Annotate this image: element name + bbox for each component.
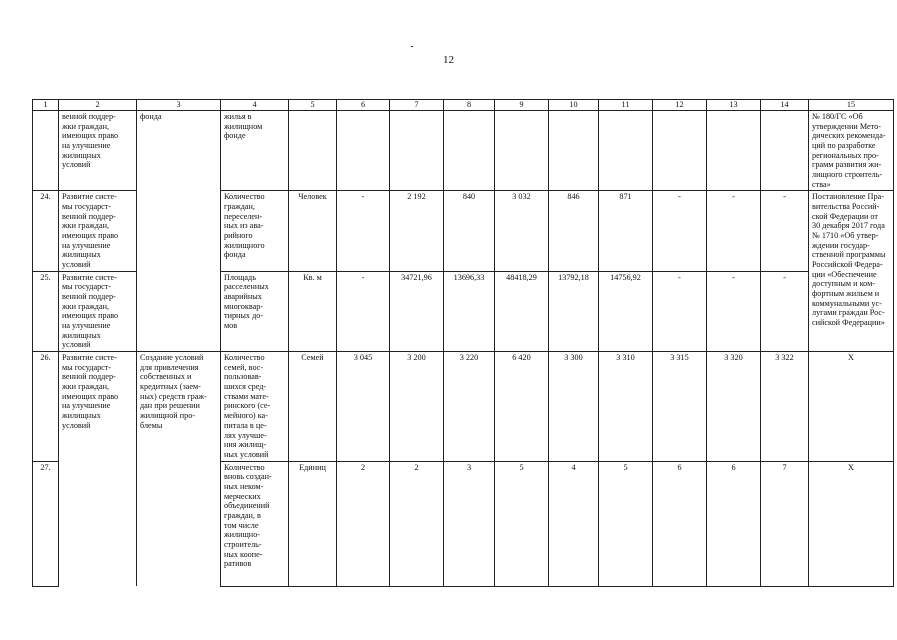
- value-cell: 3 200: [390, 352, 444, 461]
- basis-cell-merged: Постановление Пра- вительства Россий- ской Федерации от 30 декабря 2017 года № 1710 «Об утвер- ждении государ- ственной программы Российской Федера- ции «Обеспечение доступным и ком- фортным жильем и коммунальными ус- лугами граждан Рос- сийской Федерации»: [809, 191, 894, 352]
- unit-cell: Кв. м: [289, 271, 337, 351]
- row-number-cell: 24.: [33, 191, 59, 271]
- value-cell: 3 315: [653, 352, 707, 461]
- value-cell: [707, 111, 761, 191]
- scan-speck: [411, 46, 413, 47]
- value-cell: 6 420: [495, 352, 549, 461]
- value-cell: 840: [444, 191, 495, 271]
- task-cell: венной поддер- жки граждан, имеющих право на улучшение жилищных условий: [59, 111, 137, 191]
- task-cell: Развитие систе- мы государст- венной поддер- жки граждан, имеющих право на улучшение жилищных условий: [59, 271, 137, 351]
- value-cell: [337, 111, 390, 191]
- header-cell: 12: [653, 100, 707, 111]
- value-cell: 5: [495, 461, 549, 586]
- value-cell: [761, 111, 809, 191]
- measure-cell: Создание условий для привлечения собственных и кредитных (заем- ных) средств граж- дан при решении жилищной про- блемы: [137, 352, 221, 586]
- value-cell: 846: [549, 191, 599, 271]
- value-cell: -: [337, 271, 390, 351]
- value-cell: 6: [653, 461, 707, 586]
- indicator-cell: Количество вновь создан- ных неком- мерческих объединений граждан, в том числе жилищно- строитель- ных коопе- ративов: [221, 461, 289, 586]
- value-cell: 3 045: [337, 352, 390, 461]
- value-cell: 13792,18: [549, 271, 599, 351]
- header-cell: 9: [495, 100, 549, 111]
- row-number-cell: 27.: [33, 461, 59, 586]
- unit-cell: Семей: [289, 352, 337, 461]
- value-cell: 14756,92: [599, 271, 653, 351]
- value-cell: 7: [761, 461, 809, 586]
- indicator-cell: Площадь расселенных аварийных многоквар- тирных до- мов: [221, 271, 289, 351]
- value-cell: 5: [599, 461, 653, 586]
- header-cell: 4: [221, 100, 289, 111]
- task-cell: Развитие систе- мы государст- венной поддер- жки граждан, имеющих право на улучшение жилищных условий: [59, 352, 137, 586]
- table-row: [33, 352, 894, 461]
- basis-cell: Х: [809, 352, 894, 461]
- value-cell: 13696,33: [444, 271, 495, 351]
- value-cell: 6: [707, 461, 761, 586]
- value-cell: 2 192: [390, 191, 444, 271]
- indicators-table: [32, 99, 894, 587]
- basis-cell: № 180/ГС «Об утверждении Мето- дических рекоменда- ций по разработке региональных про- грамм развития жи- лищного строитель- ства»: [809, 111, 894, 191]
- header-cell: 5: [289, 100, 337, 111]
- value-cell: [444, 111, 495, 191]
- indicator-cell: Количество граждан, переселен- ных из ава- рийного жилищного фонда: [221, 191, 289, 271]
- basis-cell: Х: [809, 461, 894, 586]
- value-cell: -: [653, 271, 707, 351]
- header-row: [33, 100, 894, 111]
- header-cell: 13: [707, 100, 761, 111]
- page-number: 12: [443, 54, 454, 66]
- header-cell: 8: [444, 100, 495, 111]
- value-cell: 3 322: [761, 352, 809, 461]
- value-cell: 2: [390, 461, 444, 586]
- unit-cell: [289, 111, 337, 191]
- value-cell: -: [337, 191, 390, 271]
- value-cell: [599, 111, 653, 191]
- value-cell: 3 220: [444, 352, 495, 461]
- header-cell: 7: [390, 100, 444, 111]
- value-cell: 3: [444, 461, 495, 586]
- value-cell: 3 310: [599, 352, 653, 461]
- value-cell: -: [653, 191, 707, 271]
- value-cell: -: [707, 191, 761, 271]
- header-cell: 2: [59, 100, 137, 111]
- table-row-continuation: [33, 111, 894, 191]
- value-cell: -: [707, 271, 761, 351]
- value-cell: [495, 111, 549, 191]
- value-cell: 4: [549, 461, 599, 586]
- value-cell: -: [761, 191, 809, 271]
- value-cell: -: [761, 271, 809, 351]
- row-number-cell: 26.: [33, 352, 59, 461]
- row-number-cell: [33, 111, 59, 191]
- value-cell: 2: [337, 461, 390, 586]
- indicator-cell: жилья в жилищном фонде: [221, 111, 289, 191]
- value-cell: [549, 111, 599, 191]
- value-cell: 48418,29: [495, 271, 549, 351]
- header-cell: 15: [809, 100, 894, 111]
- header-cell: 6: [337, 100, 390, 111]
- measure-cell: фонда: [137, 111, 221, 352]
- header-cell: 3: [137, 100, 221, 111]
- value-cell: 3 320: [707, 352, 761, 461]
- header-cell: 14: [761, 100, 809, 111]
- header-cell: 10: [549, 100, 599, 111]
- value-cell: 3 300: [549, 352, 599, 461]
- indicator-cell: Количество семей, вос- пользовав- шихся сред- ствами мате- ринского (се- мейного) ка- питала в це- лях улучше- ния жилищ- ных условий: [221, 352, 289, 461]
- row-number-cell: 25.: [33, 271, 59, 351]
- value-cell: [390, 111, 444, 191]
- value-cell: [653, 111, 707, 191]
- value-cell: 34721,96: [390, 271, 444, 351]
- unit-cell: Единиц: [289, 461, 337, 586]
- header-cell: 11: [599, 100, 653, 111]
- value-cell: 871: [599, 191, 653, 271]
- header-cell: 1: [33, 100, 59, 111]
- unit-cell: Человек: [289, 191, 337, 271]
- task-cell: Развитие систе- мы государст- венной поддер- жки граждан, имеющих право на улучшение жилищных условий: [59, 191, 137, 271]
- value-cell: 3 032: [495, 191, 549, 271]
